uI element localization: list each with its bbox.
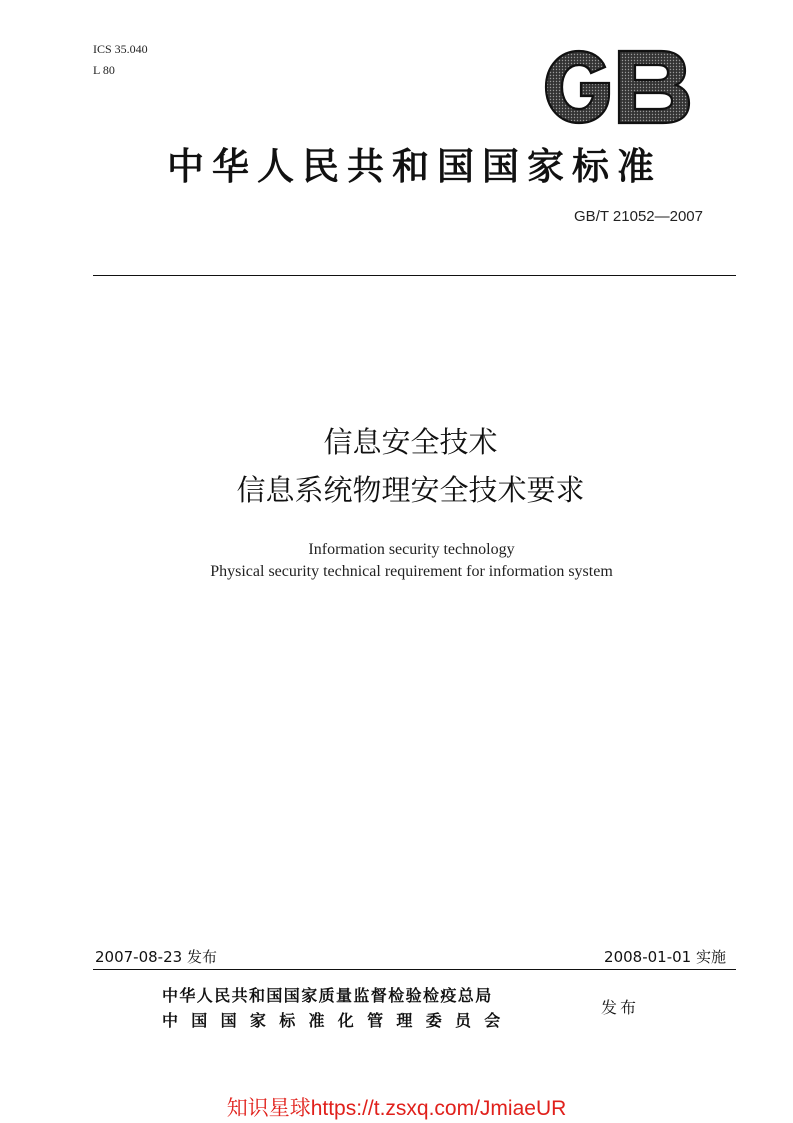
cn-title-line2: 信息系统物理安全技术要求 xyxy=(236,473,585,507)
issue-label: 发布 xyxy=(601,998,640,1017)
footer-link[interactable]: 知识星球https://t.zsxq.com/JmiaeUR xyxy=(226,1097,567,1120)
bottom-divider xyxy=(93,969,736,970)
top-divider xyxy=(93,275,736,276)
issuer-aqsiq: 中华人民共和国国家质量监督检验检疫总局 xyxy=(162,986,493,1005)
ccs-code: L 80 xyxy=(93,63,115,77)
cn-title-line1: 信息安全技术 xyxy=(323,425,498,459)
en-title-line1: Information security technology xyxy=(308,541,515,558)
en-title-line2: Physical security technical requirement for information system xyxy=(210,563,613,580)
implementation-date: 2008-01-01 实施 xyxy=(604,948,726,966)
publish-date: 2007-08-23 发布 xyxy=(95,948,217,966)
issuer-sac: 中国国家标准化管理委员会 xyxy=(162,1011,514,1030)
gb-logo xyxy=(543,47,693,127)
standard-number: GB/T 21052—2007 xyxy=(574,208,703,225)
national-standard-title: 中华人民共和国国家标准 xyxy=(167,144,662,188)
ics-code: ICS 35.040 xyxy=(93,42,148,56)
